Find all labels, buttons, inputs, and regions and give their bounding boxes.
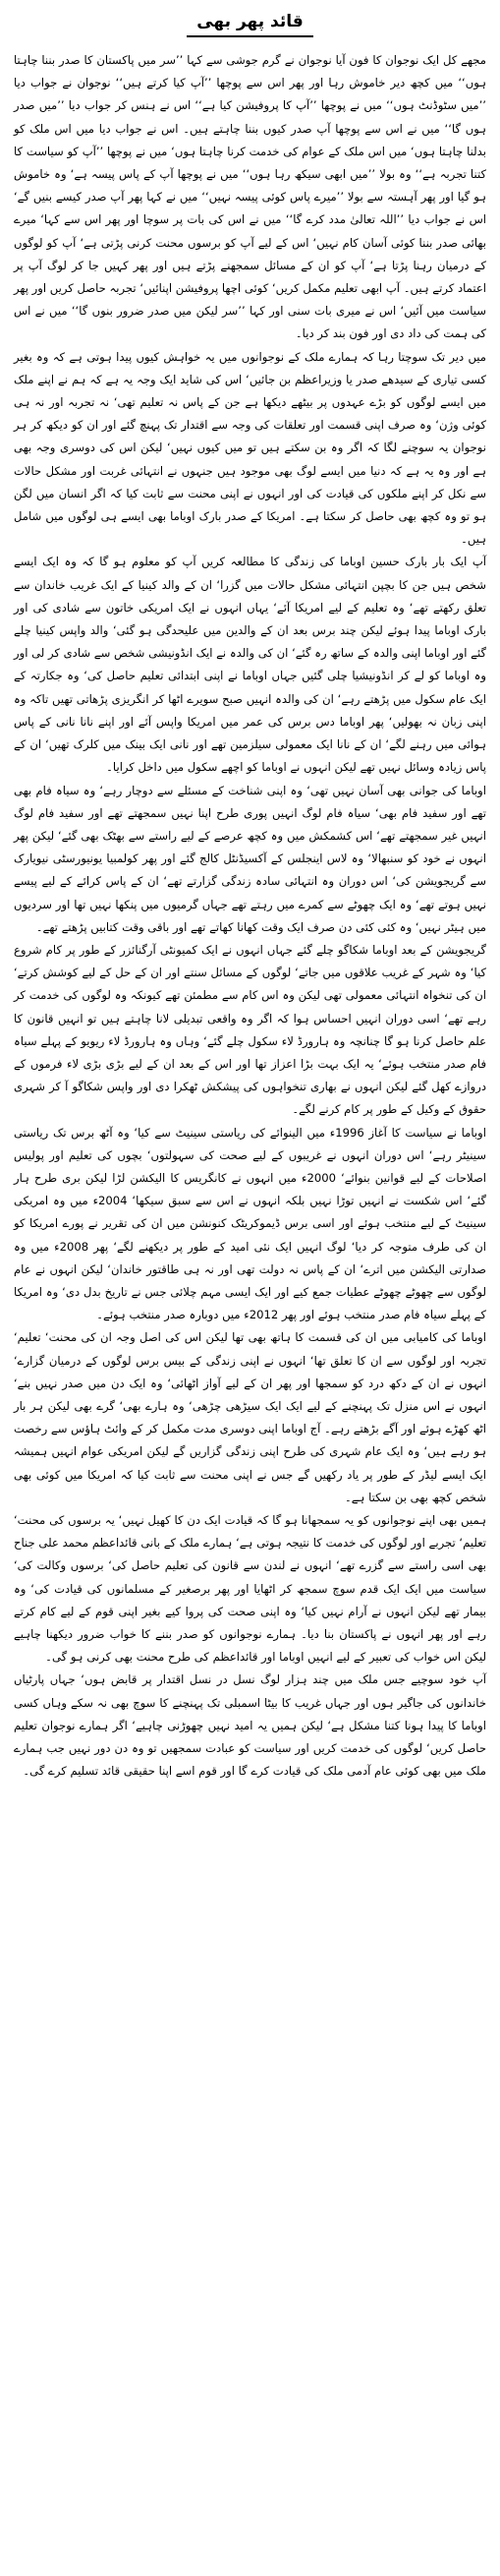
paragraph: ہمیں بھی اپنے نوجوانوں کو یہ سمجھانا ہو گا کہ قیادت ایک دن کا کھیل نہیں‘ یہ برسوں کی محنت‘ تعلیم‘ تجربے اور لوگوں کی خدمت کا نتیجہ ہوتی ہے‘ ہمارے ملک کے بانی قائداعظم محمد علی جناح بھی اسی راستے سے گزرے تھے‘ انہوں نے لندن سے قانون کی تعلیم حاصل کی‘ برسوں وکالت کی‘ سیاست میں ایک ایک قدم سوچ سمجھ کر اٹھایا اور پھر برصغیر کے مسلمانوں کی قیادت کی‘ وہ بیمار تھے لیکن انہوں نے آرام نہیں کیا‘ وہ اپنی صحت کی پروا کیے بغیر اپنی قوم کے لیے کام کرتے رہے اور پھر انہوں نے پاکستان بنا دیا۔ ہمارے نوجوانوں کو صدر بننے کا خواب ضرور دیکھنا چاہیے لیکن اس خواب کی تعبیر کے لیے انہیں اوباما اور قائداعظم کی طرح محنت بھی کرنی ہو گی۔ [14,1513,486,1665]
paragraph: میں دیر تک سوچتا رہا کہ ہمارے ملک کے نوجوانوں میں یہ خواہش کیوں پیدا ہوتی ہے کہ وہ بغیر کسی تیاری کے سیدھے صدر یا وزیراعظم بن جائیں‘ اس کی شاید ایک وجہ یہ ہے کہ ہم نے اپنے ملک میں ایسے لوگوں کو بڑے عہدوں پر بیٹھے دیکھا ہے جن کے پاس نہ تعلیم تھی‘ نہ تجربہ اور نہ ہی کوئی وژن‘ وہ صرف اپنی قسمت اور تعلقات کی وجہ سے اقتدار تک پہنچ گئے اور ان کو دیکھ کر ہر نوجوان یہ سوچنے لگا کہ اگر وہ بن سکتے ہیں تو میں کیوں نہیں‘ لیکن اس کی دوسری وجہ بھی ہے اور وہ یہ ہے کہ دنیا میں ایسے لوگ بھی موجود ہیں جنہوں نے انتہائی غربت اور مشکل حالات سے نکل کر اپنے ملکوں کی قیادت کی اور انہوں نے اپنی محنت سے ثابت کیا کہ اگر انسان میں لگن ہو تو وہ کچھ بھی حاصل کر سکتا ہے۔ امریکا کے صدر بارک اوباما بھی ایسے ہی لوگوں میں شامل ہیں۔ [14,349,486,547]
paragraph: مجھے کل ایک نوجوان کا فون آیا نوجوان نے گرم جوشی سے کہا ’’سر میں پاکستان کا صدر بننا چاہتا ہوں‘‘ میں کچھ دیر خاموش رہا اور پھر اس سے پوچھا ’’آپ کیا کرتے ہیں‘‘ نوجوان نے جواب دیا ’’میں سٹوڈنٹ ہوں‘‘ میں نے پوچھا ’’آپ کا پروفیشن کیا ہے‘‘ اس نے ہنس کر جواب دیا ’’میں صدر ہوں گا‘‘ میں نے اس سے پوچھا آپ صدر کیوں بننا چاہتے ہیں۔ اس نے جواب دیا میں اس ملک کو بدلنا چاہتا ہوں‘ میں اس ملک کے عوام کی خدمت کرنا چاہتا ہوں‘ میں نے پوچھا ’’آپ کو سیاست کا کتنا تجربہ ہے‘‘ وہ بولا ’’میں ابھی سیکھ رہا ہوں‘‘ میں نے پوچھا آپ کے پاس پیسہ ہے‘ وہ خاموش ہو گیا اور پھر آہستہ سے بولا ’’میرے پاس کوئی پیسہ نہیں‘‘ میں نے کہا پھر آپ صدر کیسے بنیں گے‘ اس نے جواب دیا ’’اللہ تعالیٰ مدد کرے گا‘‘ میں نے اس کی بات پر سوچا اور پھر اس سے کہا‘ میرے بھائی صدر بننا کوئی آسان کام نہیں‘ اس کے لیے آپ کو برسوں محنت کرنی پڑتی ہے‘ آپ کو لوگوں کے درمیان رہنا پڑتا ہے‘ آپ کو ان کے مسائل سمجھنے پڑتے ہیں اور پھر کہیں جا کر لوگ آپ پر اعتماد کرتے ہیں۔ آپ ابھی تعلیم مکمل کریں‘ کوئی اچھا پروفیشن اپنائیں‘ تجربہ حاصل کریں اور پھر سیاست میں آئیں‘ اس نے میری بات سنی اور کہا ’’سر لیکن میں صدر ضرور بنوں گا‘‘ میں نے اس کی ہمت کی داد دی اور فون بند کر دیا۔ [14,53,486,341]
paragraph: آپ خود سوچیے جس ملک میں چند ہزار لوگ نسل در نسل اقتدار پر قابض ہوں‘ جہاں پارٹیاں خاندانوں کی جاگیر ہوں اور جہاں غریب کا بیٹا اسمبلی تک پہنچنے کا سوچ بھی نہ سکے وہاں کسی اوباما کا پیدا ہونا کتنا مشکل ہے‘ لیکن ہمیں یہ امید نہیں چھوڑنی چاہیے‘ اگر ہمارے نوجوان تعلیم حاصل کریں‘ لوگوں کی خدمت کریں اور سیاست کو عبادت سمجھیں تو وہ دن دور نہیں جب ہمارے ملک میں بھی کوئی عام آدمی ملک کی قیادت کرے گا اور قوم اسے اپنا حقیقی قائد تسلیم کرے گی۔ [14,1672,486,1779]
article-body [14,49,486,1783]
paragraph: آپ ایک بار بارک حسین اوباما کی زندگی کا مطالعہ کریں آپ کو معلوم ہو گا کہ وہ ایک ایسے شخص ہیں جن کا بچپن انتہائی مشکل حالات میں گزرا‘ ان کے والد کینیا کے ایک غریب خاندان سے تعلق رکھتے تھے‘ وہ تعلیم کے لیے امریکا آئے‘ یہاں انہوں نے ایک امریکی خاتون سے شادی کی اور بارک اوباما پیدا ہوئے لیکن چند برس بعد ان کے والدین میں علیحدگی ہو گئی‘ والد واپس کینیا چلے گئے اور اوباما اپنی والدہ کے ساتھ رہ گئے‘ ان کی والدہ نے ایک انڈونیشی شخص سے شادی کر لی اور وہ اوباما کو لے کر انڈونیشیا چلی گئیں جہاں اوباما نے اپنی ابتدائی تعلیم حاصل کی‘ وہ جکارتہ کے ایک عام سکول میں پڑھتے رہے‘ ان کی والدہ انہیں صبح سویرے اٹھا کر انگریزی پڑھاتی تھیں تاکہ وہ اپنی زبان نہ بھولیں‘ پھر اوباما دس برس کی عمر میں امریکا واپس آئے اور اپنے نانا نانی کے پاس ہوائی میں رہنے لگے‘ ان کے نانا ایک معمولی سیلزمین تھے اور نانی ایک بینک میں کلرک تھیں‘ ان کے پاس زیادہ وسائل نہیں تھے لیکن انہوں نے اوباما کو اچھے سکول میں داخل کرایا۔ [14,555,486,775]
title-wrap [14,10,486,37]
paragraph: اوباما کی کامیابی میں ان کی قسمت کا ہاتھ بھی تھا لیکن اس کی اصل وجہ ان کی محنت‘ تعلیم‘ تجربہ اور لوگوں سے ان کا تعلق تھا‘ انہوں نے اپنی زندگی کے بیس برس لوگوں کے درمیان گزارے‘ انہوں نے ان کے دکھ درد کو سمجھا اور پھر ان کے لیے آواز اٹھائی‘ وہ ایک دن میں صدر نہیں بنے‘ انہوں نے اس منزل تک پہنچنے کے لیے ایک ایک سیڑھی چڑھی‘ وہ ہارے بھی‘ گرے بھی لیکن ہر بار اٹھ کھڑے ہوئے اور آگے بڑھتے رہے۔ آج اوباما اپنی دوسری مدت مکمل کر کے وائٹ ہاؤس سے رخصت ہو رہے ہیں‘ وہ ایک عام شہری کی طرح اپنی زندگی گزاریں گے لیکن امریکی عوام انہیں ہمیشہ ایک ایسے لیڈر کے طور پر یاد رکھیں گے جس نے اپنی محنت سے ثابت کیا کہ امریکا میں کوئی بھی شخص کچھ بھی بن سکتا ہے۔ [14,1330,486,1504]
paragraph: اوباما کی جوانی بھی آسان نہیں تھی‘ وہ اپنی شناخت کے مسئلے سے دوچار رہے‘ وہ سیاہ فام بھی تھے اور سفید فام بھی‘ سیاہ فام لوگ انہیں پوری طرح اپنا نہیں سمجھتے تھے اور سفید فام لوگ انہیں غیر سمجھتے تھے‘ اس کشمکش میں وہ کچھ عرصے کے لیے راستے سے بھٹک بھی گئے‘ لیکن پھر انہوں نے خود کو سنبھالا‘ وہ لاس اینجلس کے آکسیڈنٹل کالج گئے اور پھر کولمبیا یونیورسٹی نیویارک سے گریجویشن کی‘ اس دوران وہ انتہائی سادہ زندگی گزارتے تھے‘ ان کے پاس کرائے کے لیے پیسے نہیں ہوتے تھے‘ وہ ایک چھوٹے سے کمرے میں رہتے تھے جہاں گرمیوں میں پنکھا نہیں تھا اور سردیوں میں ہیٹر نہیں‘ وہ کئی کئی دن صرف ایک وقت کھانا کھاتے تھے اور باقی وقت کتابیں پڑھتے تھے۔ [14,783,486,934]
article-title: قائد پھر بھی [187,10,313,37]
paragraph: اوباما نے سیاست کا آغاز 1996ء میں الینوائے کی ریاستی سینیٹ سے کیا‘ وہ آٹھ برس تک ریاستی سینیٹر رہے‘ اس دوران انہوں نے غریبوں کے لیے صحت کی سہولتوں‘ بچوں کی تعلیم اور پولیس اصلاحات کے لیے قوانین بنوائے‘ 2000ء میں انہوں نے کانگریس کا الیکشن لڑا لیکن بری طرح ہار گئے‘ اس شکست نے انہیں توڑا نہیں بلکہ انہوں نے اس سے سبق سیکھا‘ 2004ء میں وہ امریکی سینیٹ کے لیے منتخب ہوئے اور اسی برس ڈیموکریٹک کنونشن میں ان کی تقریر نے پورے امریکا کو ان کی طرف متوجہ کر دیا‘ لوگ انہیں ایک نئی امید کے طور پر دیکھنے لگے‘ پھر 2008ء میں وہ صدارتی الیکشن میں اترے‘ ان کے پاس نہ دولت تھی اور نہ ہی طاقتور خاندان‘ لیکن انہوں نے عام لوگوں سے چھوٹے چھوٹے عطیات جمع کیے اور ایک ایسی مہم چلائی جس نے تاریخ بدل دی‘ وہ امریکا کے پہلے سیاہ فام صدر منتخب ہوئے اور پھر 2012ء میں دوبارہ صدر منتخب ہوئے۔ [14,1125,487,1322]
paragraph: گریجویشن کے بعد اوباما شکاگو چلے گئے جہاں انہوں نے ایک کمیونٹی آرگنائزر کے طور پر کام شروع کیا‘ وہ شہر کے غریب علاقوں میں جاتے‘ لوگوں کے مسائل سنتے اور ان کے حل کے لیے کوشش کرتے‘ ان کی تنخواہ انتہائی معمولی تھی لیکن وہ اس کام سے مطمئن تھے کیونکہ وہ لوگوں کی خدمت کر رہے تھے‘ اسی دوران انہیں احساس ہوا کہ اگر وہ واقعی تبدیلی لانا چاہتے ہیں تو انہیں قانون کا علم حاصل کرنا ہو گا چنانچہ وہ ہارورڈ لاء سکول چلے گئے‘ وہاں وہ ہارورڈ لاء ریویو کے پہلے سیاہ فام صدر منتخب ہوئے‘ یہ ایک بہت بڑا اعزاز تھا اور اس کے بعد ان کے لیے بڑی بڑی لاء فرموں کے دروازے کھل گئے لیکن انہوں نے بھاری تنخواہوں کی پیشکش ٹھکرا دی اور واپس شکاگو آ کر شہری حقوق کے وکیل کے طور پر کام کرنے لگے۔ [14,942,486,1117]
